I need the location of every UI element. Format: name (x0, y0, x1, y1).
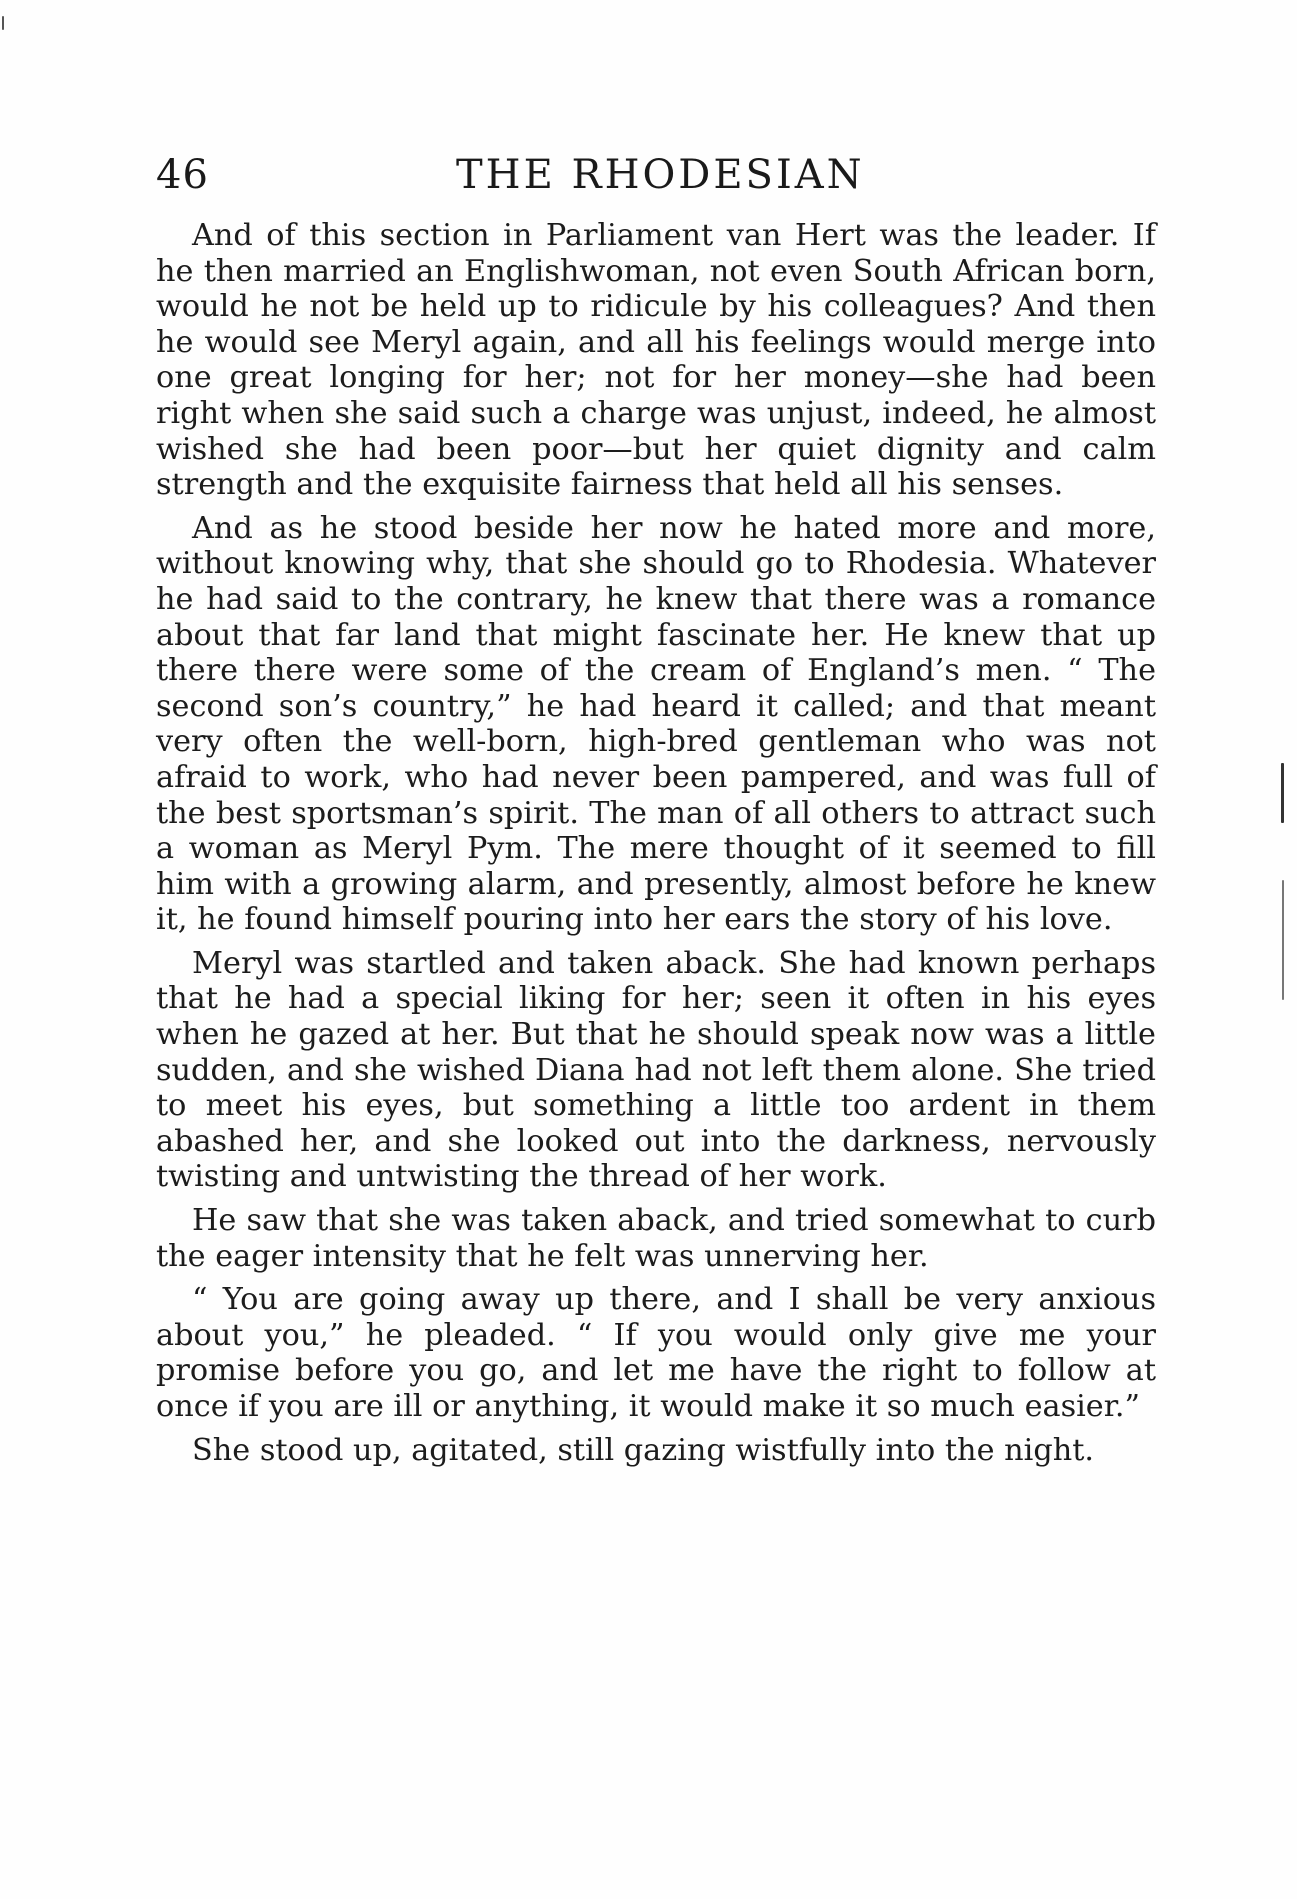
page-number: 46 (156, 152, 209, 198)
scan-mark (1281, 763, 1284, 823)
paragraph: Meryl was startled and taken aback. She had known perhaps that he had a special liking for her; seen it often in his eyes when he gazed at her. But that he should speak now was a little sudden, and she wished Diana had not left them alone. She tried to meet his eyes, but something a little too ardent in them abashed her, and she looked out into the darkness, nervously twisting and untwisting the thread of her work. (156, 945, 1156, 1195)
body-text (156, 218, 1156, 1468)
paragraph: “ You are going away up there, and I shall be very anxious about you,” he pleaded. “ If you would only give me your promise before you go, and let me have the right to follow at once if you are ill or anything, it would make it so much easier.” (156, 1282, 1156, 1424)
scan-mark (2, 16, 4, 30)
page-header (156, 152, 1156, 212)
paragraph: She stood up, agitated, still gazing wistfully into the night. (192, 1432, 1095, 1468)
paragraph: And as he stood beside her now he hated more and more, without knowing why, that she should go to Rhodesia. Whatever he had said to the contrary, he knew that there was a romance about that far land that might fascinate her. He knew that up there there were some of the cream of England’s men. “ The second son’s country,” he had heard it called; and that meant very often the well-born, high-bred gentleman who was not afraid to work, who had never been pampered, and was full of the best sportsman’s spirit. The man of all others to attract such a woman as Meryl Pym. The mere thought of it seemed to fill him with a growing alarm, and presently, almost before he knew it, he found himself pouring into her ears the story of his love. (156, 510, 1156, 938)
paragraph: He saw that she was taken aback, and tried somewhat to curb the eager intensity that he felt was unnerving her. (156, 1203, 1156, 1274)
paragraph: And of this section in Parliament van Hert was the leader. If he then married an Englishwoman, not even South African born, would he not be held up to ridicule by his colleagues? And then he would see Meryl again, and all his feelings would merge into one great longing for her; not for her money—she had been right when she said such a charge was unjust, indeed, he almost wished she had been poor—but her quiet dignity and calm strength and the exquisite fairness that held all his senses. (156, 218, 1156, 503)
scan-mark (1282, 880, 1284, 1000)
running-title: THE RHODESIAN (456, 152, 865, 198)
